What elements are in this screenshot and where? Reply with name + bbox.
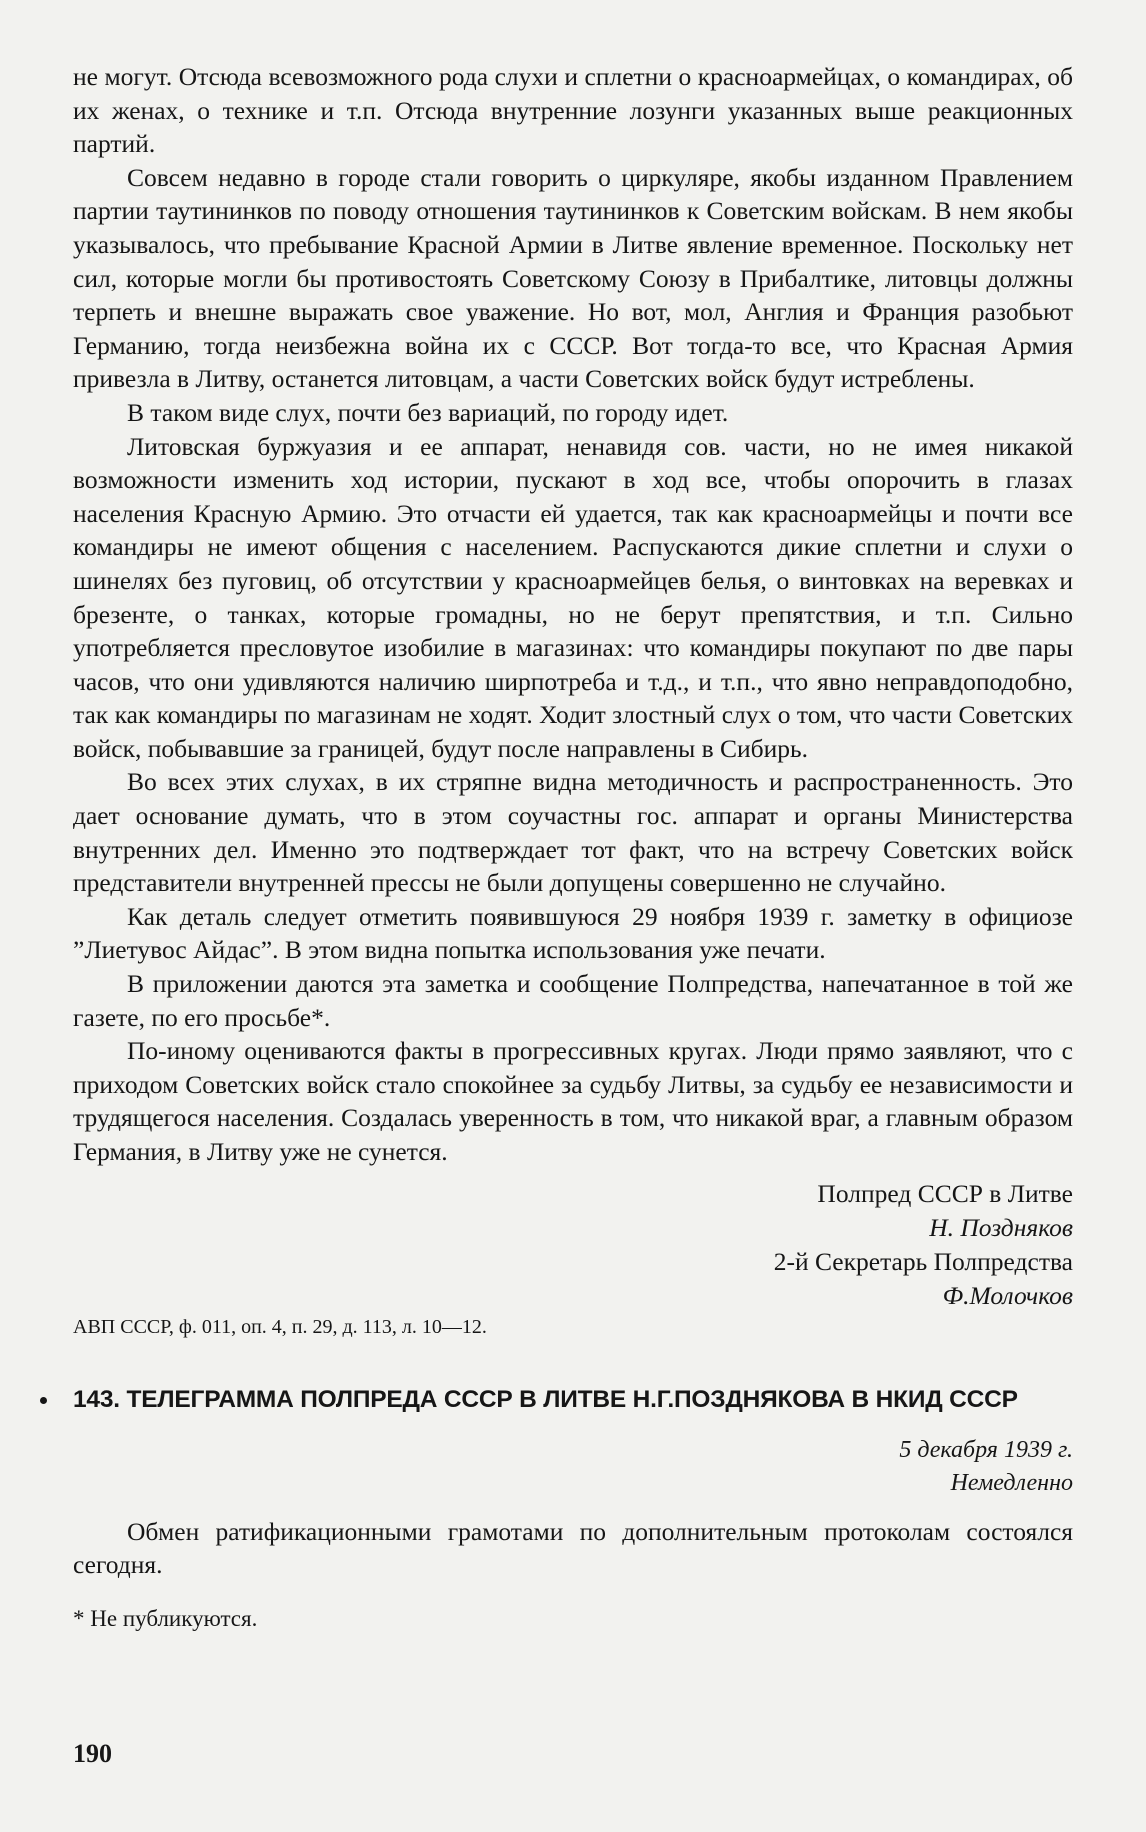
paragraph-rumor-spread: В таком виде слух, почти без вариаций, по городу идет. xyxy=(127,397,729,427)
paragraph-detail-note: Как деталь следует отметить появившуюся 29 ноября 1939 г. заметку в официозе ”Лиетувос Айдас”. В этом видна попытка использования уже печати. xyxy=(73,901,1073,965)
paragraph-methodical: Во всех этих слухах, в их стряпне видна методичность и распространенность. Это дает основание думать, что в этом соучастны гос. аппарат и органы Министерства внутренних дел. Именно это подтверждает тот факт, что на встречу Советских войск представители внутренней прессы не были допущены совершенно не случайно. xyxy=(73,767,1073,898)
page-content xyxy=(73,60,1073,1634)
paragraph-appendix: В приложении даются эта заметка и сообщение Полпредства, напечатанное в той же газете, по его просьбе*. xyxy=(73,969,1073,1032)
telegram-text: Обмен ратификационными грамотами по дополнительным протоколам состоялся сегодня. xyxy=(73,1516,1073,1580)
telegram-urgency: Немедленно xyxy=(950,1469,1073,1496)
signature-title-polpred: Полпред СССР в Литве xyxy=(817,1178,1073,1208)
archive-source: АВП СССР, ф. 011, оп. 4, п. 29, д. 113, л. 10—12. xyxy=(73,1315,487,1338)
signature-name-pozdnyakov: Н. Поздняков xyxy=(929,1212,1073,1242)
paragraph-progressive-circles: По-иному оцениваются факты в прогрессивных кругах. Люди прямо заявляют, что с приходом Советских войск стало спокойнее за судьбу Литвы, за судьбу ее независимости и трудящегося населения. Создалась уверенность в том, что никакой враг, а главным образом Германия, в Литву уже не сунется. xyxy=(73,1036,1073,1166)
paragraph-circular-rumor: Совсем недавно в городе стали говорить о циркуляре, якобы изданном Правлением партии таутининков по поводу отношения таутининков к Советским войскам. В нем якобы указывалось, что пребывание Красной Армии в Литве явление временное. Поскольку нет сил, которые могли бы противостоять Советскому Союзу в Прибалтике, литовцы должны терпеть и внешне выражать свое уважение. Но вот, мол, Англия и Франция разобьют Германию, тогда неизбежна война их с СССР. Вот тогда-то все, что Красная Армия привезла в Литву, останется литовцам, а части Советских войск будут истреблены. xyxy=(73,162,1073,394)
signature-title-secretary: 2-й Секретарь Полпредства xyxy=(773,1246,1073,1276)
signature-name-molochkov: Ф.Молочков xyxy=(942,1280,1073,1310)
bullet-dot-icon xyxy=(40,1397,47,1404)
document-heading-text: 143. ТЕЛЕГРАММА ПОЛПРЕДА СССР В ЛИТВЕ Н.Г.ПОЗДНЯКОВА В НКИД СССР xyxy=(73,1385,1018,1413)
paragraph-continuation: не могут. Отсюда всевозможного рода слухи и сплетни о красноармейцах, о командирах, об их женах, о технике и т.п. Отсюда внутренние лозунги указанных выше реакционных партий. xyxy=(73,62,1073,159)
document-heading xyxy=(73,1384,1073,1416)
paragraph-bourgeoisie: Литовская буржуазия и ее аппарат, ненавидя сов. части, но не имея никакой возможности изменить ход истории, пускают в ход все, чтобы опорочить в глазах населения Красную Армию. Это отчасти ей удается, так как красноармейцы и почти все командиры не имеют общения с населением. Распускаются дикие сплетни и слухи о шинелях без пуговиц, об отсутствии у красноармейцев белья, о винтовках на веревках и брезенте, о танках, которые громадны, но не берут препятствия, и т.п. Сильно употребляется пресловутое изобилие в магазинах: что командиры покупают по две пары часов, что они удивляются наличию ширпотреба и т.д., и т.п., что явно неправдоподобно, так как командиры по магазинам не ходят. Ходит злостный слух о том, что части Советских войск, побывавшие за границей, будут после направлены в Сибирь. xyxy=(73,431,1073,763)
telegram-meta xyxy=(73,1434,1073,1500)
signature-block xyxy=(73,1177,1073,1313)
footnote: * Не публикуются. xyxy=(73,1605,258,1631)
telegram-date: 5 декабря 1939 г. xyxy=(899,1436,1073,1463)
page-number: 190 xyxy=(73,1739,112,1768)
